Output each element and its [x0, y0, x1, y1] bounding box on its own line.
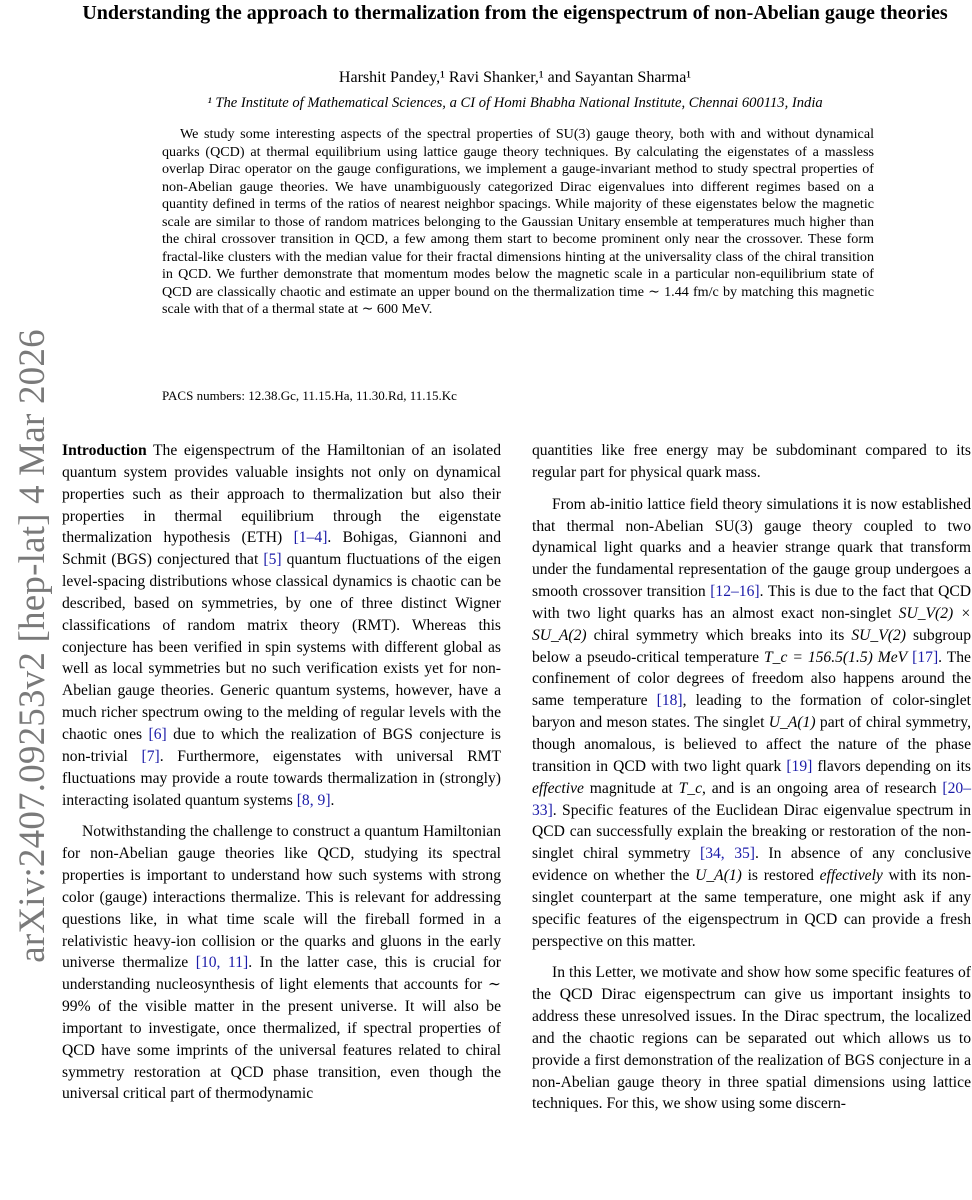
text: . This is due to the fact that QCD with two light quarks has an almost exact non-singlet	[532, 583, 971, 622]
text: .	[330, 791, 335, 809]
citation-link[interactable]: [12–16]	[710, 583, 760, 601]
math-critical-temperature: T_c = 156.5(1.5) MeV	[764, 648, 908, 666]
text: The eigenspectrum of the Hamiltonian of an isolated quantum system provides valuable insights not only on dynamical properties such as their approach to thermalization but also their properties in thermal equilibrium through the eigenstate thermalization hypothesis (ETH)	[62, 442, 501, 547]
text: . In absence of any conclusive evidence on whether the	[532, 845, 972, 885]
text: part of chiral symmetry, though anomalous, is believed to affect the nature of the phase transition in QCD with two light quark	[532, 714, 971, 775]
math-symmetry-group: SU_V(2)	[851, 626, 906, 644]
citation-link[interactable]: [17]	[912, 648, 939, 666]
text: Notwithstanding the challenge to construct a quantum Hamiltonian for non-Abelian gauge theories like QCD, studying its spectral properties is important to understand how such systems with strong color (gauge) interactions thermalize. This is relevant for addressing questions like, in what time scale will the fireball formed in a relativistic heavy-ion collision or the quarks and gluons in the early universe thermalize	[62, 823, 501, 972]
emphasis: effective	[532, 779, 584, 797]
citation-link[interactable]: [10, 11]	[195, 954, 249, 972]
math-symmetry-group: SU_V(2) × SU_A(2)	[532, 604, 972, 644]
author-list: Harshit Pandey,¹ Ravi Shanker,¹ and Sayantan Sharma¹	[338, 69, 692, 86]
citation-link[interactable]: [5]	[263, 551, 282, 569]
right-column	[532, 440, 971, 1115]
citation-link[interactable]: [18]	[656, 692, 683, 710]
citation-link[interactable]: [20–33]	[532, 779, 972, 819]
citation-link[interactable]: [1–4]	[293, 529, 328, 547]
text: . Specific features of the Euclidean Dirac eigenvalue spectrum in QCD can successfully explain the breaking or restoration of the non-singlet chiral symmetry	[532, 801, 971, 863]
paper-title: Understanding the approach to thermalization from the eigenspectrum of non-Abelian gauge theories	[82, 2, 948, 24]
text: . Furthermore, eigenstates with universal RMT fluctuations may provide a route towards thermalization in (strongly) interacting isolated quantum systems	[62, 747, 501, 809]
citation-link[interactable]: [34, 35]	[700, 845, 755, 863]
citation-link[interactable]: [7]	[141, 747, 160, 765]
math-ua1: U_A(1)	[695, 867, 742, 885]
math-tc: T_c	[678, 779, 702, 797]
affiliation: ¹ The Institute of Mathematical Sciences, a CI of Homi Bhabha National Institute, Chennai 600113, India	[207, 95, 823, 111]
body-paragraph	[62, 821, 501, 1105]
text: due to which the realization of BGS conjecture is non-trivial	[62, 725, 502, 765]
arxiv-identifier: arXiv:2407.09253v2 [hep-lat] 4 Mar 2026	[12, 329, 53, 963]
text: is restored	[741, 867, 820, 885]
text: , and is an ongoing area of research	[702, 779, 943, 797]
citation-link[interactable]: [6]	[148, 725, 167, 743]
left-column	[62, 440, 501, 1105]
math-ua1: U_A(1)	[768, 714, 816, 732]
text: magnitude at	[583, 779, 679, 797]
text: flavors depending on its	[812, 757, 971, 775]
text: From ab-initio lattice field theory simulations it is now established that thermal non-Abelian SU(3) gauge theory coupled to two dynamical light quarks and a heavier strange quark that transform under the fundamental representation of the gauge group undergoes a smooth crossover transition	[532, 495, 971, 601]
citation-link[interactable]: [8, 9]	[296, 791, 331, 809]
text: , leading to the formation of color-singlet baryon and meson states. The singlet	[532, 692, 971, 732]
text: . Bohigas, Giannoni and Schmit (BGS) conjectured that	[62, 529, 501, 569]
abstract: We study some interesting aspects of the spectral properties of SU(3) gauge theory, both with and without dynamical quarks (QCD) at thermal equilibrium using lattice gauge theory techniques. By calculating the eigenstates of a massless overlap Dirac operator on the gauge configurations, we implement a gauge-invariant method to study spectral properties of non-Abelian gauge theories. We have unambiguously categorized Dirac eigenvalues into different regimes based on a quantity defined in terms of the ratios of nearest neighbor spacings. While majority of these eigenstates below the magnetic scale are similar to those of random matrices belonging to the Gaussian Unitary ensemble at temperatures much higher than the chiral crossover transition in QCD, a few among them start to become prominent only near the crossover. These form fractal-like clusters with the median value for their fractal dimensions hinting at the universality class of the chiral transition in QCD. We further demonstrate that momentum modes below the magnetic scale in a particular non-equilibrium state of QCD are classically chaotic and estimate an upper bound on the thermalization time ∼ 1.44 fm/c by matching this magnetic scale with that of a thermal state at ∼ 600 MeV.	[162, 126, 874, 318]
body-paragraph	[532, 494, 971, 953]
text: . The confinement of color degrees of freedom also happens around the same temperature	[532, 648, 971, 710]
emphasis: effectively	[819, 867, 883, 885]
text: with its non-singlet counterpart at the same temperature, one might ask if any specific features of the eigenspectrum in QCD can provide a fresh perspective on this matter.	[532, 867, 971, 950]
citation-link[interactable]: [19]	[786, 757, 813, 775]
text: . In the latter case, this is crucial for understanding nucleosynthesis of light elements that accounts for ∼ 99% of the visible matter in the present universe. It will also be important to investigate, once thermalized, if spectral properties of QCD have some imprints of the universal features related to chiral symmetry restoration at QCD phase transition, even though the universal critical part of thermodynamic	[62, 954, 501, 1103]
pacs-numbers: PACS numbers: 12.38.Gc, 11.15.Ha, 11.30.Rd, 11.15.Kc	[162, 388, 457, 403]
body-paragraph: In this Letter, we motivate and show how some specific features of the QCD Dirac eigenspectrum can give us important insights to address these unresolved issues. In the Dirac spectrum, the localized and the chaotic regions can be separated out which allows us to provide a first demonstration of the realization of BGS conjecture in a non-Abelian gauge theory in three spatial dimensions using lattice techniques. For this, we show using some discern-	[532, 964, 971, 1113]
section-heading-introduction: Introduction	[62, 442, 147, 459]
text: chiral symmetry which breaks into its	[586, 626, 852, 644]
introduction-paragraph	[62, 440, 501, 811]
body-paragraph: quantities like free energy may be subdominant compared to its regular part for physical quark mass.	[532, 442, 971, 481]
text: subgroup below a pseudo-critical temperature	[532, 626, 971, 666]
text: quantum fluctuations of the eigen level-spacing distributions whose classical dynamics is chaotic can be described, based on symmetries, by one of three distinct Wigner classifications of random matrix theory (RMT). Whereas this conjecture has been verified in spin systems with different global as well as local symmetries but no such verification exists yet for non-Abelian gauge theories. Generic quantum systems, however, have a much richer spectrum owing to the melding of regular levels with the chaotic ones	[62, 551, 501, 743]
